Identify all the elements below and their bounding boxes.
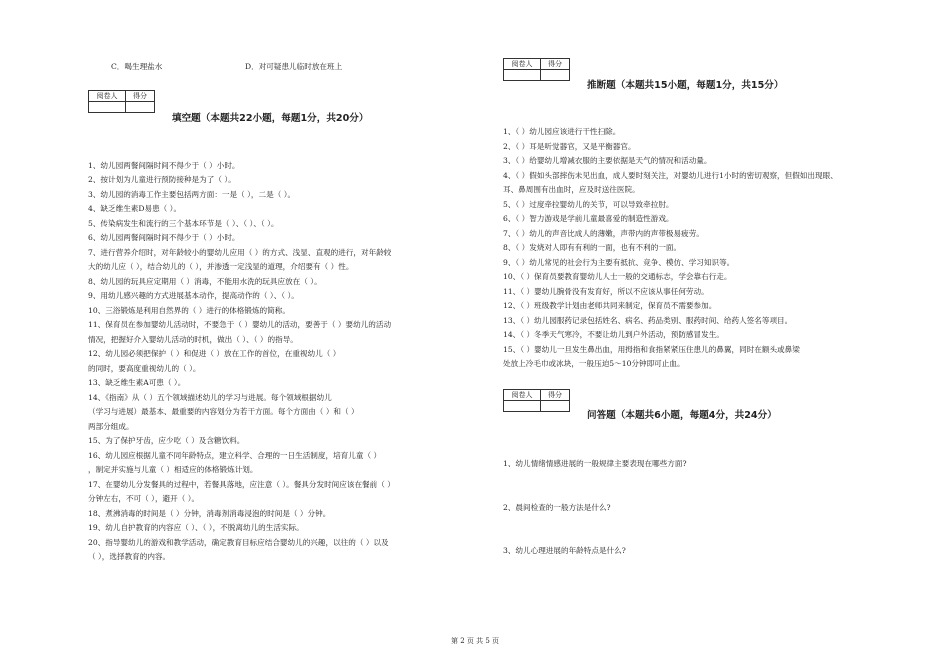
fill-line: 13、缺乏维生素A可患（ ）。 xyxy=(88,378,186,387)
fill-line: ，制定并实施与儿童（ ）相适应的体格锻炼计划。 xyxy=(88,465,258,474)
judge-line: 8、（ ）发烧对人即有有利的一面，也有不利的一面。 xyxy=(503,243,682,252)
fill-line: 情况，把握好介入婴幼儿活动的时机，做出（ ）、（ ）的指导。 xyxy=(88,335,298,344)
fill-line: 16、幼儿园应根据儿童不同年龄特点，建立科学、合理的一日生活制度，培育儿童（ ） xyxy=(88,451,382,460)
judge-line: 12、（ ）班级教学计划由老师共同来制定，保育员不需要参加。 xyxy=(503,301,717,310)
option-c: C．喝生理盐水 xyxy=(111,62,163,71)
fill-line: 14、《指南》从（ ）五个领域描述幼儿的学习与进展。每个领域根据幼儿 xyxy=(88,393,332,402)
reviewer-label: 阅卷人 xyxy=(504,390,541,401)
fill-line: 1、幼儿园两餐间隔时间不得少于（ ）小时。 xyxy=(88,161,240,170)
qa-section-title: 问答题（本题共6小题，每题4分，共24分） xyxy=(587,410,777,421)
reviewer-label: 阅卷人 xyxy=(504,59,541,70)
fill-line: 9、用幼儿感兴趣的方式进展基本动作，提高动作的（ ）、（ ）。 xyxy=(88,291,299,300)
judge-section-title: 推断题（本题共15小题，每题1分，共15分） xyxy=(587,80,784,91)
fill-line: （ ），选择教育的内容。 xyxy=(88,552,171,561)
judge-line: 5、（ ）过度牵拉婴幼儿的关节，可以导致牵拉肘。 xyxy=(503,200,674,209)
option-d: D．对可疑患儿临时放在班上 xyxy=(245,62,343,71)
fill-line: 6、幼儿园两餐间隔时间不得少于（ ）小时。 xyxy=(88,233,240,242)
fill-line: 两部分组成。 xyxy=(88,422,134,431)
fill-line: 2、按计划为儿童进行预防接种是为了（ ）。 xyxy=(88,175,236,184)
fill-line: 10、三浴锻炼是利用自然界的（ ）进行的体格锻炼的简称。 xyxy=(88,306,290,315)
qa-question-2: 2、晨间检查的一般方法是什么? xyxy=(503,503,611,512)
score-box-judge xyxy=(503,58,570,81)
fill-line: 8、幼儿园的玩具应定期用（ ）消毒，不能用水洗的玩具应放在（ ）。 xyxy=(88,277,322,286)
score-box-qa xyxy=(503,389,570,412)
fill-line: 20、指导婴幼儿的游戏和教学活动，确定教育目标应结合婴幼儿的兴趣，以往的（ ）以及 xyxy=(88,538,389,547)
fill-line: （学习与进展）最基本、最重要的内容划分为若干方面。每个方面由（ ）和（ ） xyxy=(88,407,359,416)
judge-line: 2、（ ）耳是听觉器官，又是平衡器官。 xyxy=(503,142,636,151)
qa-question-3: 3、幼儿心理进展的年龄特点是什么? xyxy=(503,546,626,555)
fill-line: 15、为了保护牙齿，应少吃（ ）及含糖饮料。 xyxy=(88,436,245,445)
fill-line: 5、传染病发生和流行的三个基本环节是（ ）、（ ）、（ ）。 xyxy=(88,219,279,228)
fill-line: 18、煮沸消毒的时间是（ ）分钟，消毒剂消毒浸泡的时间是（ ）分钟。 xyxy=(88,509,331,518)
reviewer-label: 阅卷人 xyxy=(89,91,126,102)
score-label: 得分 xyxy=(126,91,155,102)
judge-line: 11、（ ）婴幼儿腕骨没有发育好，所以不应该从事任何劳动。 xyxy=(503,287,709,296)
fill-line: 分钟左右，不可（ ），避开（ ）。 xyxy=(88,494,200,503)
fill-line: 7、进行营养介绍时，对年龄较小的婴幼儿应用（ ）的方式、浅显、直观的进行，对年龄较 xyxy=(88,248,392,257)
judge-line: 14、（ ）冬季天气寒冷，不要让幼儿到户外活动，预防感冒发生。 xyxy=(503,330,724,339)
qa-question-1: 1、幼儿情绪情感进展的一般规律主要表现在哪些方面? xyxy=(503,459,687,468)
judge-line: 耳、鼻周围有出血时，应及时送往医院。 xyxy=(503,185,640,194)
score-label: 得分 xyxy=(541,390,570,401)
fill-line: 11、保育员在参加婴幼儿活动时，不要急于（ ）婴幼儿的活动，要善于（ ）要幼儿的活动 xyxy=(88,320,392,329)
judge-line: 1、（ ）幼儿园应该进行干性扫除。 xyxy=(503,127,621,136)
fill-line: 4、缺乏维生素D易患（ ）。 xyxy=(88,204,182,213)
score-cell xyxy=(541,70,570,81)
reviewer-cell xyxy=(89,102,126,113)
judge-line: 处放上冷毛巾或冰块，一般压迫5～10分钟即可止血。 xyxy=(503,359,685,368)
fill-line: 12、幼儿园必须把保护（ ）和促进（ ）放在工作的首位，在重视幼儿（ ） xyxy=(88,349,341,358)
score-cell xyxy=(541,401,570,412)
score-box-fill xyxy=(88,90,155,113)
judge-line: 6、（ ）智力游戏是学前儿童最喜爱的制造性游戏。 xyxy=(503,214,674,223)
fill-line: 19、幼儿自护教育的内容应（ ）、（ ），不脱离幼儿的生活实际。 xyxy=(88,523,304,532)
fill-line: 大的幼儿应（ ），结合幼儿的（ ），并渗透一定浅显的道理，介绍要有（ ）性。 xyxy=(88,262,354,271)
judge-line: 7、（ ）幼儿的声音比成人的薄嫩，声带内的声带极易疲劳。 xyxy=(503,229,704,238)
score-label: 得分 xyxy=(541,59,570,70)
judge-line: 3、（ ）给婴幼儿增减衣服的主要依据是天气的情况和活动量。 xyxy=(503,156,712,165)
judge-line: 13、（ ）幼儿园服药记录包括姓名、病名、药品类别、服药时间、给药人签名等项目。 xyxy=(503,316,793,325)
reviewer-cell xyxy=(504,70,541,81)
fill-line: 3、幼儿园的消毒工作主要包括两方面：一是（ ），二是（ ）。 xyxy=(88,190,296,199)
fill-line: 的同时，要高度重视幼儿的（ ）。 xyxy=(88,364,201,373)
score-cell xyxy=(126,102,155,113)
judge-line: 4、（ ）假如头部摔伤未见出血，成人要时刻关注，对婴幼儿进行1小时的密切观察，但假如出现眼、 xyxy=(503,171,838,180)
judge-line: 10、（ ）保育员要教育婴幼儿人士一般的交通标志，学会靠右行走。 xyxy=(503,272,732,281)
judge-line: 9、（ ）幼儿常见的社会行为主要有抵抗、竞争、模仿、学习知识等。 xyxy=(503,258,735,267)
judge-line: 15、（ ）婴幼儿一旦发生鼻出血，用拇指和食指紧紧压住患儿的鼻翼，同时在额头或鼻梁 xyxy=(503,345,800,354)
reviewer-cell xyxy=(504,401,541,412)
page-footer: 第 2 页 共 5 页 xyxy=(450,637,500,645)
fill-line: 17、在婴幼儿分发餐具的过程中，若餐具落地，应注意（ ）。餐具分发时间应该在餐前（ ） xyxy=(88,480,395,489)
fill-section-title: 填空题（本题共22小题，每题1分，共20分） xyxy=(172,113,369,124)
